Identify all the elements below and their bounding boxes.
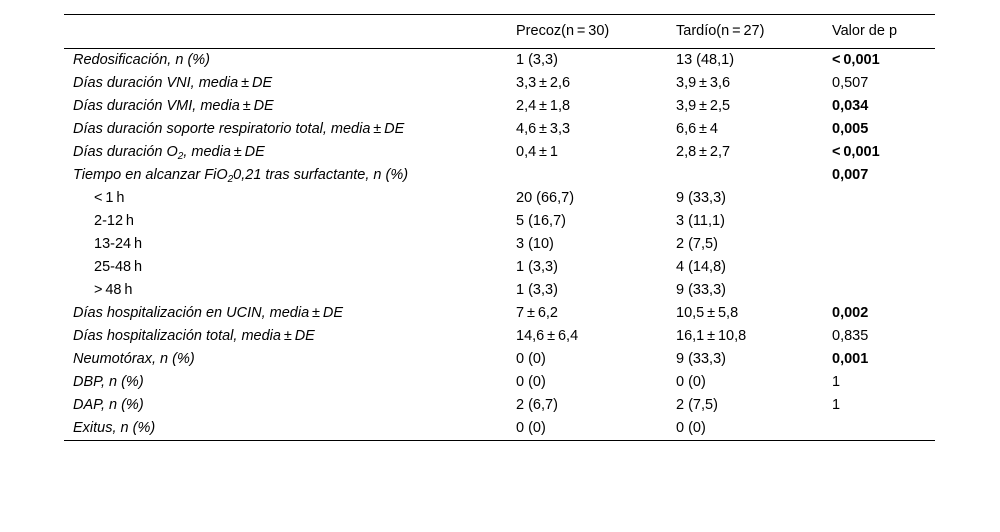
precoz-value: 2,4 ± 1,8 bbox=[516, 98, 571, 114]
tardio-value: 16,1 ± 10,8 bbox=[676, 328, 747, 344]
p-value: 0,001 bbox=[832, 351, 869, 367]
table-row bbox=[64, 141, 935, 164]
precoz-value: 3,3 ± 2,6 bbox=[516, 75, 571, 91]
row-label-text: Días duración O bbox=[73, 144, 178, 160]
row-label: Exitus, n (%) bbox=[73, 420, 156, 436]
tardio-value: 0 (0) bbox=[676, 374, 706, 390]
header-p-value: Valor de p bbox=[832, 23, 898, 39]
p-value: 0,034 bbox=[832, 98, 869, 114]
row-sublabel: < 1 h bbox=[94, 190, 125, 206]
precoz-value: 3 (10) bbox=[516, 236, 554, 252]
precoz-value: 14,6 ± 6,4 bbox=[516, 328, 579, 344]
tardio-value: 3,9 ± 2,5 bbox=[676, 98, 731, 114]
row-label: Días hospitalización total, media ± DE bbox=[73, 328, 315, 344]
precoz-value: 2 (6,7) bbox=[516, 397, 558, 413]
table-row bbox=[64, 348, 935, 371]
tardio-value: 6,6 ± 4 bbox=[676, 121, 718, 137]
row-label-text-end: 0,21 tras surfactante, n (%) bbox=[233, 167, 409, 183]
precoz-value: 0 (0) bbox=[516, 351, 546, 367]
row-label: Días hospitalización en UCIN, media ± DE bbox=[73, 305, 344, 321]
table-row bbox=[64, 256, 935, 279]
precoz-value: 1 (3,3) bbox=[516, 282, 558, 298]
table-row bbox=[64, 210, 935, 233]
row-label bbox=[73, 164, 408, 187]
row-label: Neumotórax, n (%) bbox=[73, 351, 195, 367]
precoz-value: 20 (66,7) bbox=[516, 190, 575, 206]
tardio-value: 0 (0) bbox=[676, 420, 706, 436]
tardio-value: 3 (11,1) bbox=[676, 213, 725, 229]
row-label: DAP, n (%) bbox=[73, 397, 144, 413]
row-sublabel: 25-48 h bbox=[94, 259, 143, 275]
tardio-value: 2,8 ± 2,7 bbox=[676, 144, 731, 160]
precoz-value: 5 (16,7) bbox=[516, 213, 566, 229]
tardio-value: 10,5 ± 5,8 bbox=[676, 305, 739, 321]
row-label bbox=[73, 141, 265, 164]
header-precoz: Precoz(n = 30) bbox=[516, 23, 610, 39]
table-row bbox=[64, 164, 935, 187]
table-row bbox=[64, 95, 935, 118]
header-tardio: Tardío(n = 27) bbox=[676, 23, 765, 39]
tardio-value: 13 (48,1) bbox=[676, 52, 735, 68]
table-header-row bbox=[64, 15, 935, 48]
row-label-text-end: , media ± DE bbox=[183, 144, 265, 160]
row-label: DBP, n (%) bbox=[73, 374, 144, 390]
table-row bbox=[64, 72, 935, 95]
precoz-value: 7 ± 6,2 bbox=[516, 305, 558, 321]
table-row bbox=[64, 187, 935, 210]
p-value: 0,007 bbox=[832, 167, 869, 183]
p-value: 0,507 bbox=[832, 75, 869, 91]
row-sublabel: 13-24 h bbox=[94, 236, 143, 252]
tardio-value: 9 (33,3) bbox=[676, 351, 726, 367]
p-value: < 0,001 bbox=[832, 52, 880, 68]
precoz-value: 0 (0) bbox=[516, 420, 546, 436]
row-label: Días duración soporte respiratorio total, media ± DE bbox=[73, 121, 405, 137]
row-sublabel: 2-12 h bbox=[94, 213, 134, 229]
table-row bbox=[64, 233, 935, 256]
table-row bbox=[64, 417, 935, 440]
p-value: 0,835 bbox=[832, 328, 869, 344]
tardio-value: 4 (14,8) bbox=[676, 259, 726, 275]
p-value: 0,005 bbox=[832, 121, 869, 137]
row-label-subscript: 2 bbox=[177, 151, 184, 162]
tardio-value: 2 (7,5) bbox=[676, 397, 718, 413]
table-bottom-rule bbox=[64, 440, 935, 441]
table-row bbox=[64, 394, 935, 417]
row-label-text: Tiempo en alcanzar FiO bbox=[73, 167, 228, 183]
precoz-value: 1 (3,3) bbox=[516, 52, 558, 68]
precoz-value: 4,6 ± 3,3 bbox=[516, 121, 571, 137]
tardio-value: 3,9 ± 3,6 bbox=[676, 75, 731, 91]
row-label: Redosificación, n (%) bbox=[73, 52, 210, 68]
tardio-value: 2 (7,5) bbox=[676, 236, 718, 252]
row-sublabel: > 48 h bbox=[94, 282, 133, 298]
precoz-value: 1 (3,3) bbox=[516, 259, 558, 275]
p-value: < 0,001 bbox=[832, 144, 880, 160]
row-label-subscript: 2 bbox=[227, 174, 234, 185]
p-value: 0,002 bbox=[832, 305, 869, 321]
p-value: 1 bbox=[832, 374, 841, 390]
precoz-value: 0 (0) bbox=[516, 374, 546, 390]
row-label: Días duración VNI, media ± DE bbox=[73, 75, 273, 91]
results-table bbox=[64, 14, 935, 441]
row-label: Días duración VMI, media ± DE bbox=[73, 98, 274, 114]
tardio-value: 9 (33,3) bbox=[676, 282, 726, 298]
table-row bbox=[64, 118, 935, 141]
table-row bbox=[64, 371, 935, 394]
table-row bbox=[64, 302, 935, 325]
p-value: 1 bbox=[832, 397, 841, 413]
tardio-value: 9 (33,3) bbox=[676, 190, 726, 206]
precoz-value: 0,4 ± 1 bbox=[516, 144, 558, 160]
table-row bbox=[64, 49, 935, 72]
table-row bbox=[64, 325, 935, 348]
table-row bbox=[64, 279, 935, 302]
